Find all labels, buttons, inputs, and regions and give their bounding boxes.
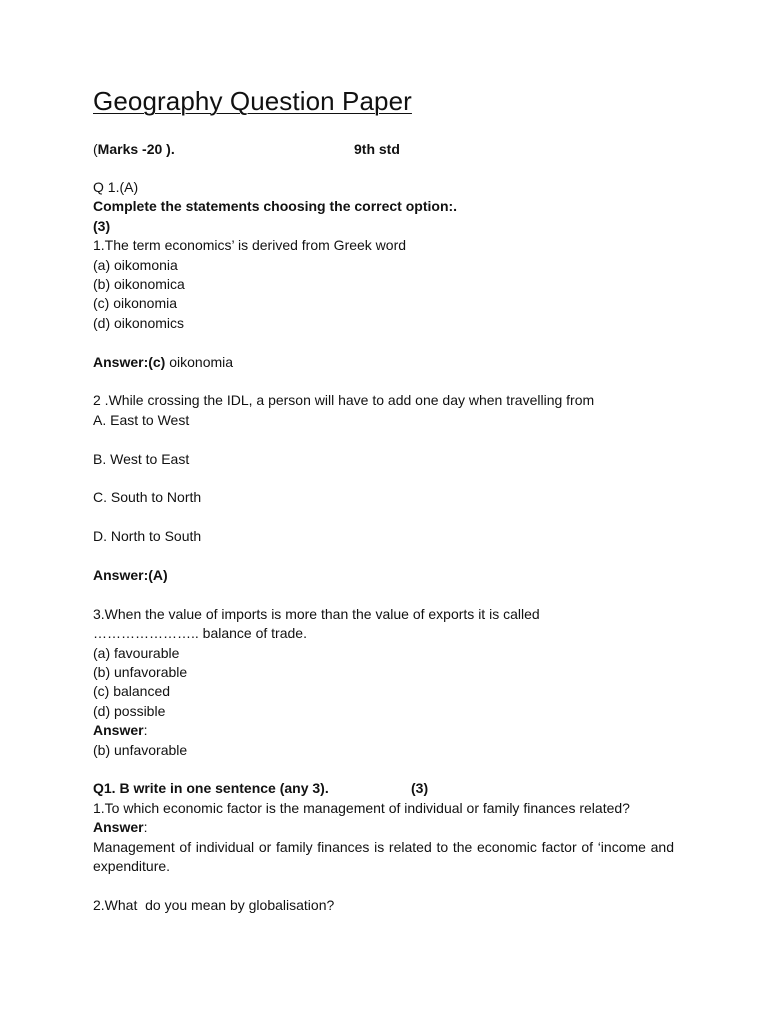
question-1-option-b: (b) oikonomica — [93, 276, 185, 293]
spacer — [93, 760, 674, 779]
question-2-answer: Answer:(A) — [93, 567, 168, 584]
answer-label: Answer — [93, 819, 144, 836]
spacer — [93, 469, 674, 488]
question-3-answer-label — [93, 721, 674, 740]
question-3-option-d: (d) possible — [93, 702, 166, 719]
marks-row — [93, 141, 693, 157]
q1b-marks: (3) — [411, 780, 429, 797]
q1a-instruction: Complete the statements choosing the correct option:. — [93, 198, 458, 215]
question-1-option-a: (a) oikomonia — [93, 256, 178, 273]
question-3-option-a: (a) favourable — [93, 644, 180, 661]
question-2-option-c: C. South to North — [93, 489, 202, 506]
spacer — [93, 430, 674, 449]
answer-colon: : — [143, 819, 148, 836]
q1a-header: Q 1.(A) — [93, 179, 139, 195]
question-2-option-d: D. North to South — [93, 528, 202, 545]
standard-label: 9th std — [354, 141, 400, 157]
q1b-header-row — [93, 779, 674, 798]
question-3-option-b: (b) unfavorable — [93, 664, 188, 681]
question-3-answer-text: (b) unfavorable — [93, 741, 188, 758]
total-marks: Marks -20 ). — [97, 141, 175, 157]
q1a-marks: (3) — [93, 217, 111, 234]
question-1-text: 1.The term economics’ is derived from Greek word — [93, 237, 407, 254]
question-2-text: 2 .While crossing the IDL, a person will have to add one day when travelling from — [93, 392, 595, 409]
question-3-blank: ………………….. balance of trade. — [93, 625, 307, 642]
answer-colon: : — [143, 722, 148, 739]
q1b-question-1-text: 1.To which economic factor is the management of individual or family finances related? — [93, 799, 630, 816]
answer-text: oikonomia — [165, 353, 234, 370]
question-2-option-b: B. West to East — [93, 450, 190, 467]
spacer — [93, 372, 674, 391]
q1b-question-1-answer-label — [93, 818, 674, 837]
question-body — [93, 178, 674, 915]
question-3-text: 3.When the value of imports is more than the value of exports it is called — [93, 605, 540, 622]
question-1-answer — [93, 353, 674, 372]
spacer — [93, 585, 674, 604]
marks-open-paren: ( — [93, 141, 98, 157]
question-3-option-c: (c) balanced — [93, 683, 171, 700]
question-1-option-d: (d) oikonomics — [93, 314, 185, 331]
page-title: Geography Question Paper — [93, 86, 412, 116]
answer-label: Answer:(c) — [93, 353, 166, 370]
q1b-question-2-text: 2.What do you mean by globalisation? — [93, 896, 335, 913]
spacer — [93, 333, 674, 352]
spacer — [93, 508, 674, 527]
spacer — [93, 877, 674, 896]
question-1-option-c: (c) oikonomia — [93, 295, 178, 312]
question-2-option-a: A. East to West — [93, 411, 190, 428]
q1b-header: Q1. B write in one sentence (any 3). — [93, 780, 329, 797]
answer-label: Answer — [93, 722, 144, 739]
q1b-question-1-answer-text: Management of individual or family finances is related to the economic factor of ‘income and expenditure. — [93, 838, 674, 875]
spacer — [93, 547, 674, 566]
